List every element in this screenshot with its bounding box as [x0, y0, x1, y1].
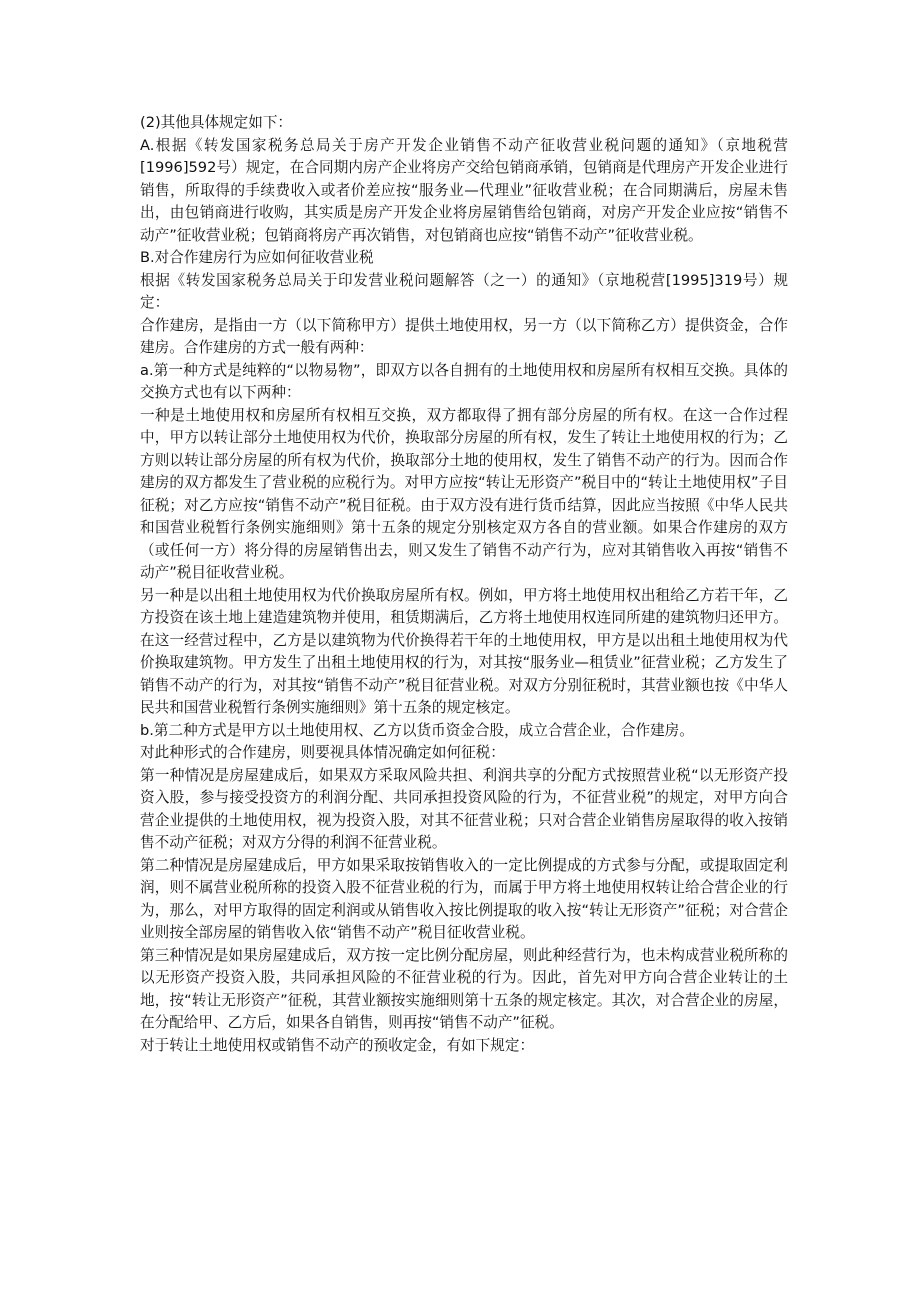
paragraph-cooperative-housing-definition: 合作建房，是指由一方（以下简称甲方）提供土地使用权，另一方（以下简称乙方）提供资金，合作建房。合作建房的方式一般有两种：	[140, 316, 788, 356]
paragraph-heading-other-rules: (2)其他具体规定如下：	[140, 114, 293, 131]
paragraph-rule-a: A.根据《转发国家税务总局关于房产开发企业销售不动产征收营业税问题的通知》（京地税营[1996]592号）规定，在合同期内房产企业将房产交给包销商承销，包销商是代理房产开发企业进行销售，所取得的手续费收入或者价差应按“服务业—代理业”征收营业税；在合同期满后，房屋未售出，由包销商进行收购，其实质是房产开发企业将房屋销售给包销商，对房产开发企业应按“销售不动产”征收营业税；包销商将房产再次销售，对包销商也应按“销售不动产”征收营业税。	[140, 136, 788, 244]
paragraph-case-one: 第一种情况是房屋建成后，如果双方采取风险共担、利润共享的分配方式按照营业税“以无形资产投资入股，参与接受投资方的利润分配、共同承担投资风险的行为，不征营业税”的规定，对甲方向合营企业提供的土地使用权，视为投资入股，对其不征营业税；只对合营企业销售房屋取得的收入按销售不动产征税；对双方分得的利润不征营业税。	[140, 766, 788, 851]
paragraph-method-a-type-one: 一种是土地使用权和房屋所有权相互交换，双方都取得了拥有部分房屋的所有权。在这一合作过程中，甲方以转让部分土地使用权为代价，换取部分房屋的所有权，发生了转让土地使用权的行为；乙方则以转让部分房屋的所有权为代价，换取部分土地的使用权，发生了销售不动产的行为。因而合作建房的双方都发生了营业税的应税行为。对甲方应按“转让无形资产”税目中的“转让土地使用权”子目征税；对乙方应按“销售不动产”税目征税。由于双方没有进行货币结算，因此应当按照《中华人民共和国营业税暂行条例实施细则》第十五条的规定分别核定双方各自的营业额。如果合作建房的双方（或任何一方）将分得的房屋销售出去，则又发生了销售不动产行为，应对其销售收入再按“销售不动产”税目征收营业税。	[140, 406, 788, 581]
paragraph-case-two: 第二种情况是房屋建成后，甲方如果采取按销售收入的一定比例提成的方式参与分配，或提取固定利润，则不属营业税所称的投资入股不征营业税的行为，而属于甲方将土地使用权转让给合营企业的行为，那么，对甲方取得的固定利润或从销售收入按比例提取的收入按“转让无形资产”征税；对合营企业则按全部房屋的销售收入依“销售不动产”税目征收营业税。	[140, 856, 788, 941]
paragraph-case-three: 第三种情况是如果房屋建成后，双方按一定比例分配房屋，则此种经营行为，也未构成营业税所称的以无形资产投资入股，共同承担风险的不征营业税的行为。因此，首先对甲方向合营企业转让的土地，按“转让无形资产”征税，其营业额按实施细则第十五条的规定核定。其次，对合营企业的房屋，在分配给甲、乙方后，如果各自销售，则再按“销售不动产”征税。	[140, 946, 788, 1031]
paragraph-rule-b-source: 根据《转发国家税务总局关于印发营业税问题解答（之一）的通知》（京地税营[1995]319号）规定：	[140, 271, 788, 311]
paragraph-heading-rule-b: B.对合作建房行为应如何征收营业税	[140, 249, 374, 266]
paragraph-method-a-type-two: 另一种是以出租土地使用权为代价换取房屋所有权。例如，甲方将土地使用权出租给乙方若干年，乙方投资在该土地上建造建筑物并使用，租赁期满后，乙方将土地使用权连同所建的建筑物归还甲方。在这一经营过程中，乙方是以建筑物为代价换得若干年的土地使用权，甲方是以出租土地使用权为代价换取建筑物。甲方发生了出租土地使用权的行为，对其按“服务业—租赁业”征营业税；乙方发生了销售不动产的行为，对其按“销售不动产”税目征营业税。对双方分别征税时，其营业额也按《中华人民共和国营业税暂行条例实施细则》第十五条的规定核定。	[140, 586, 788, 716]
document-page	[140, 112, 788, 1057]
paragraph-method-a: a.第一种方式是纯粹的“以物易物”，即双方以各自拥有的土地使用权和房屋所有权相互交换。具体的交换方式也有以下两种：	[140, 361, 788, 401]
paragraph-deposit-rules: 对于转让土地使用权或销售不动产的预收定金，有如下规定：	[140, 1036, 535, 1054]
paragraph-method-b: b.第二种方式是甲方以土地使用权、乙方以货币资金合股，成立合营企业，合作建房。	[140, 721, 694, 739]
paragraph-method-b-intro: 对此种形式的合作建房，则要视具体情况确定如何征税：	[140, 744, 505, 761]
